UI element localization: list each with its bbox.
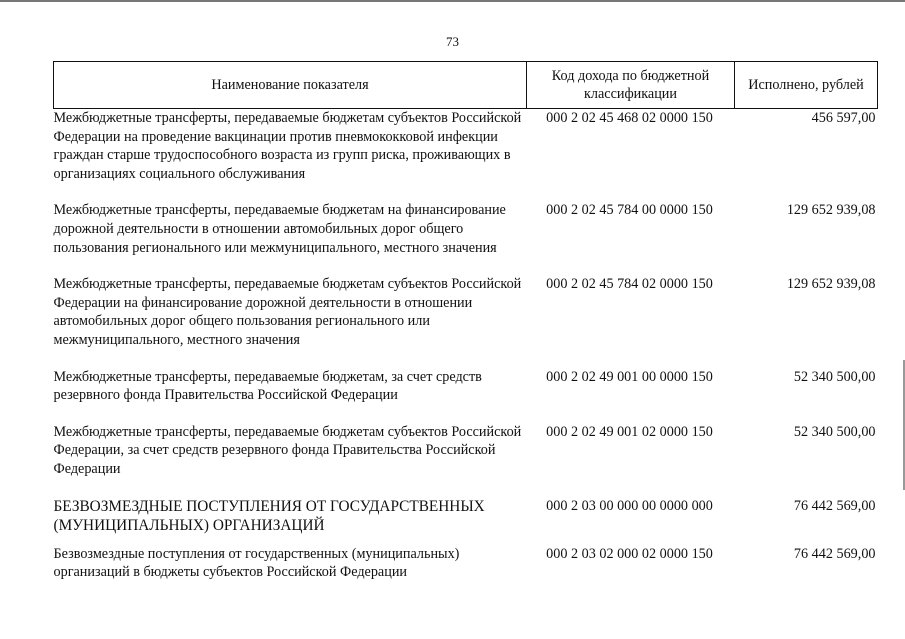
income-code: 000 2 02 49 001 00 0000 150 bbox=[546, 368, 713, 385]
table-row bbox=[54, 368, 878, 423]
indicator-name: Межбюджетные трансферты, передаваемые бюджетам субъектов Российской Федерации на финансирование дорожной деятельности в отношении автомобильных дорог общего пользования регионального или межмуниципального, местного значения bbox=[53, 276, 522, 348]
executed-amount: 76 442 569,00 bbox=[793, 497, 876, 514]
indicator-name: БЕЗВОЗМЕЗДНЫЕ ПОСТУПЛЕНИЯ ОТ ГОСУДАРСТВЕННЫХ (МУНИЦИПАЛЬНЫХ) ОРГАНИЗАЦИЙ bbox=[53, 497, 485, 534]
income-code: 000 2 02 49 001 02 0000 150 bbox=[546, 423, 713, 440]
income-code: 000 2 03 00 000 00 0000 000 bbox=[546, 497, 713, 514]
executed-amount: 76 442 569,00 bbox=[793, 545, 876, 562]
executed-amount: 52 340 500,00 bbox=[793, 368, 876, 385]
revenue-table bbox=[53, 61, 878, 582]
indicator-name: Межбюджетные трансферты, передаваемые бюджетам, за счет средств резервного фонда Правительства Российской Федерации bbox=[53, 368, 482, 404]
indicator-name: Межбюджетные трансферты, передаваемые бюджетам на финансирование дорожной деятельности в отношении автомобильных дорог общего пользования регионального или межмуниципального, местного значения bbox=[53, 202, 506, 256]
table-row bbox=[54, 201, 878, 275]
table-row bbox=[54, 109, 878, 202]
executed-amount: 456 597,00 bbox=[811, 110, 876, 126]
table-row-section bbox=[54, 497, 878, 545]
income-code: 000 2 03 02 000 02 0000 150 bbox=[546, 545, 713, 562]
indicator-name: Межбюджетные трансферты, передаваемые бюджетам субъектов Российской Федерации на проведение вакцинации против пневмококковой инфекции граждан старше трудоспособного возраста из групп риска, проживающих в организациях социального обслуживания bbox=[53, 110, 522, 182]
table-row bbox=[54, 545, 878, 582]
page-number: 73 bbox=[446, 34, 459, 49]
income-code: 000 2 02 45 784 02 0000 150 bbox=[546, 276, 713, 293]
indicator-name: Межбюджетные трансферты, передаваемые бюджетам субъектов Российской Федерации, за счет средств резервного фонда Правительства Российской Федерации bbox=[53, 423, 522, 477]
executed-amount: 52 340 500,00 bbox=[793, 423, 876, 440]
header-executed-amount: Исполнено, рублей bbox=[735, 62, 878, 109]
income-code: 000 2 02 45 784 00 0000 150 bbox=[546, 202, 713, 219]
header-indicator-name: Наименование показателя bbox=[54, 62, 527, 109]
indicator-name: Безвозмездные поступления от государственных (муниципальных) организаций в бюджеты субъектов Российской Федерации bbox=[53, 545, 460, 581]
table-row bbox=[54, 275, 878, 367]
income-code: 000 2 02 45 468 02 0000 150 bbox=[546, 110, 713, 126]
table-header-row bbox=[54, 62, 878, 109]
page-top-border bbox=[0, 0, 905, 2]
executed-amount: 129 652 939,08 bbox=[786, 202, 876, 219]
header-income-code: Код дохода по бюджетной классификации bbox=[527, 62, 735, 109]
table-row bbox=[54, 423, 878, 497]
executed-amount: 129 652 939,08 bbox=[786, 276, 876, 293]
